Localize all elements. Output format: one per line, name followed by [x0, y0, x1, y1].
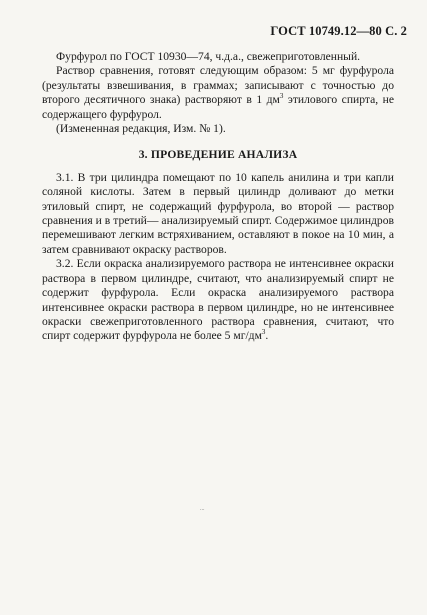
superscript: 3: [279, 92, 284, 101]
reference-solution-text-end: этилового спирта, не содержащего фурфурол.: [42, 93, 394, 121]
paragraph-3-2-end: .: [265, 329, 269, 343]
section-title: 3. ПРОВЕДЕНИЕ АНАЛИЗА: [138, 148, 298, 162]
paragraph-3-2-text: 3.2. Если окраска анализируемого раствора не интенсивнее окраски раствора в первом цилиндре, считают, что анализируемый спирт не содержит фурфурола. Если окраска анализируемого раствора интенсивнее окраски раствора в первом цилиндре, но не интенсивнее окраски свежеприготовленного раствора сравнения, считают, что спирт содержит фурфурола не более 5 мг/дм: [42, 257, 394, 343]
superscript: 3: [261, 328, 266, 337]
paragraph-3-2: [42, 257, 394, 343]
amendment-note: (Измененная редакция, Изм. № 1).: [56, 122, 226, 136]
paragraph-reference-solution: [42, 64, 394, 122]
paragraph-3-1: 3.1. В три цилиндра помещают по 10 капель анилина и три капли соляной кислоты. Затем в первый цилиндр доливают до метки этиловый спирт, не содержащий фурфурола, во второй — раствор сравнения и в третий— анализируемый спирт. Содержимое цилиндров перемешивают легким встряхиванием, оставляют в покое на 10 мин, а затем сравнивают окраску растворов.: [42, 170, 394, 256]
reference-solution-text: Раствор сравнения, готовят следующим образом: 5 мг фурфурола (результаты взвешивания, в граммах; записывают с точностью до второго десятичного знака) растворяют в 1 дм: [42, 64, 394, 107]
document-body: [42, 50, 394, 344]
page-mark: ...: [200, 506, 205, 512]
page-header: ГОСТ 10749.12—80 С. 2: [270, 24, 407, 38]
paragraph-furfurol: [42, 50, 394, 64]
paragraph-furfurol-text: Фурфурол по ГОСТ 10930—74, ч.д.а., свежеприготовленный.: [56, 50, 361, 63]
